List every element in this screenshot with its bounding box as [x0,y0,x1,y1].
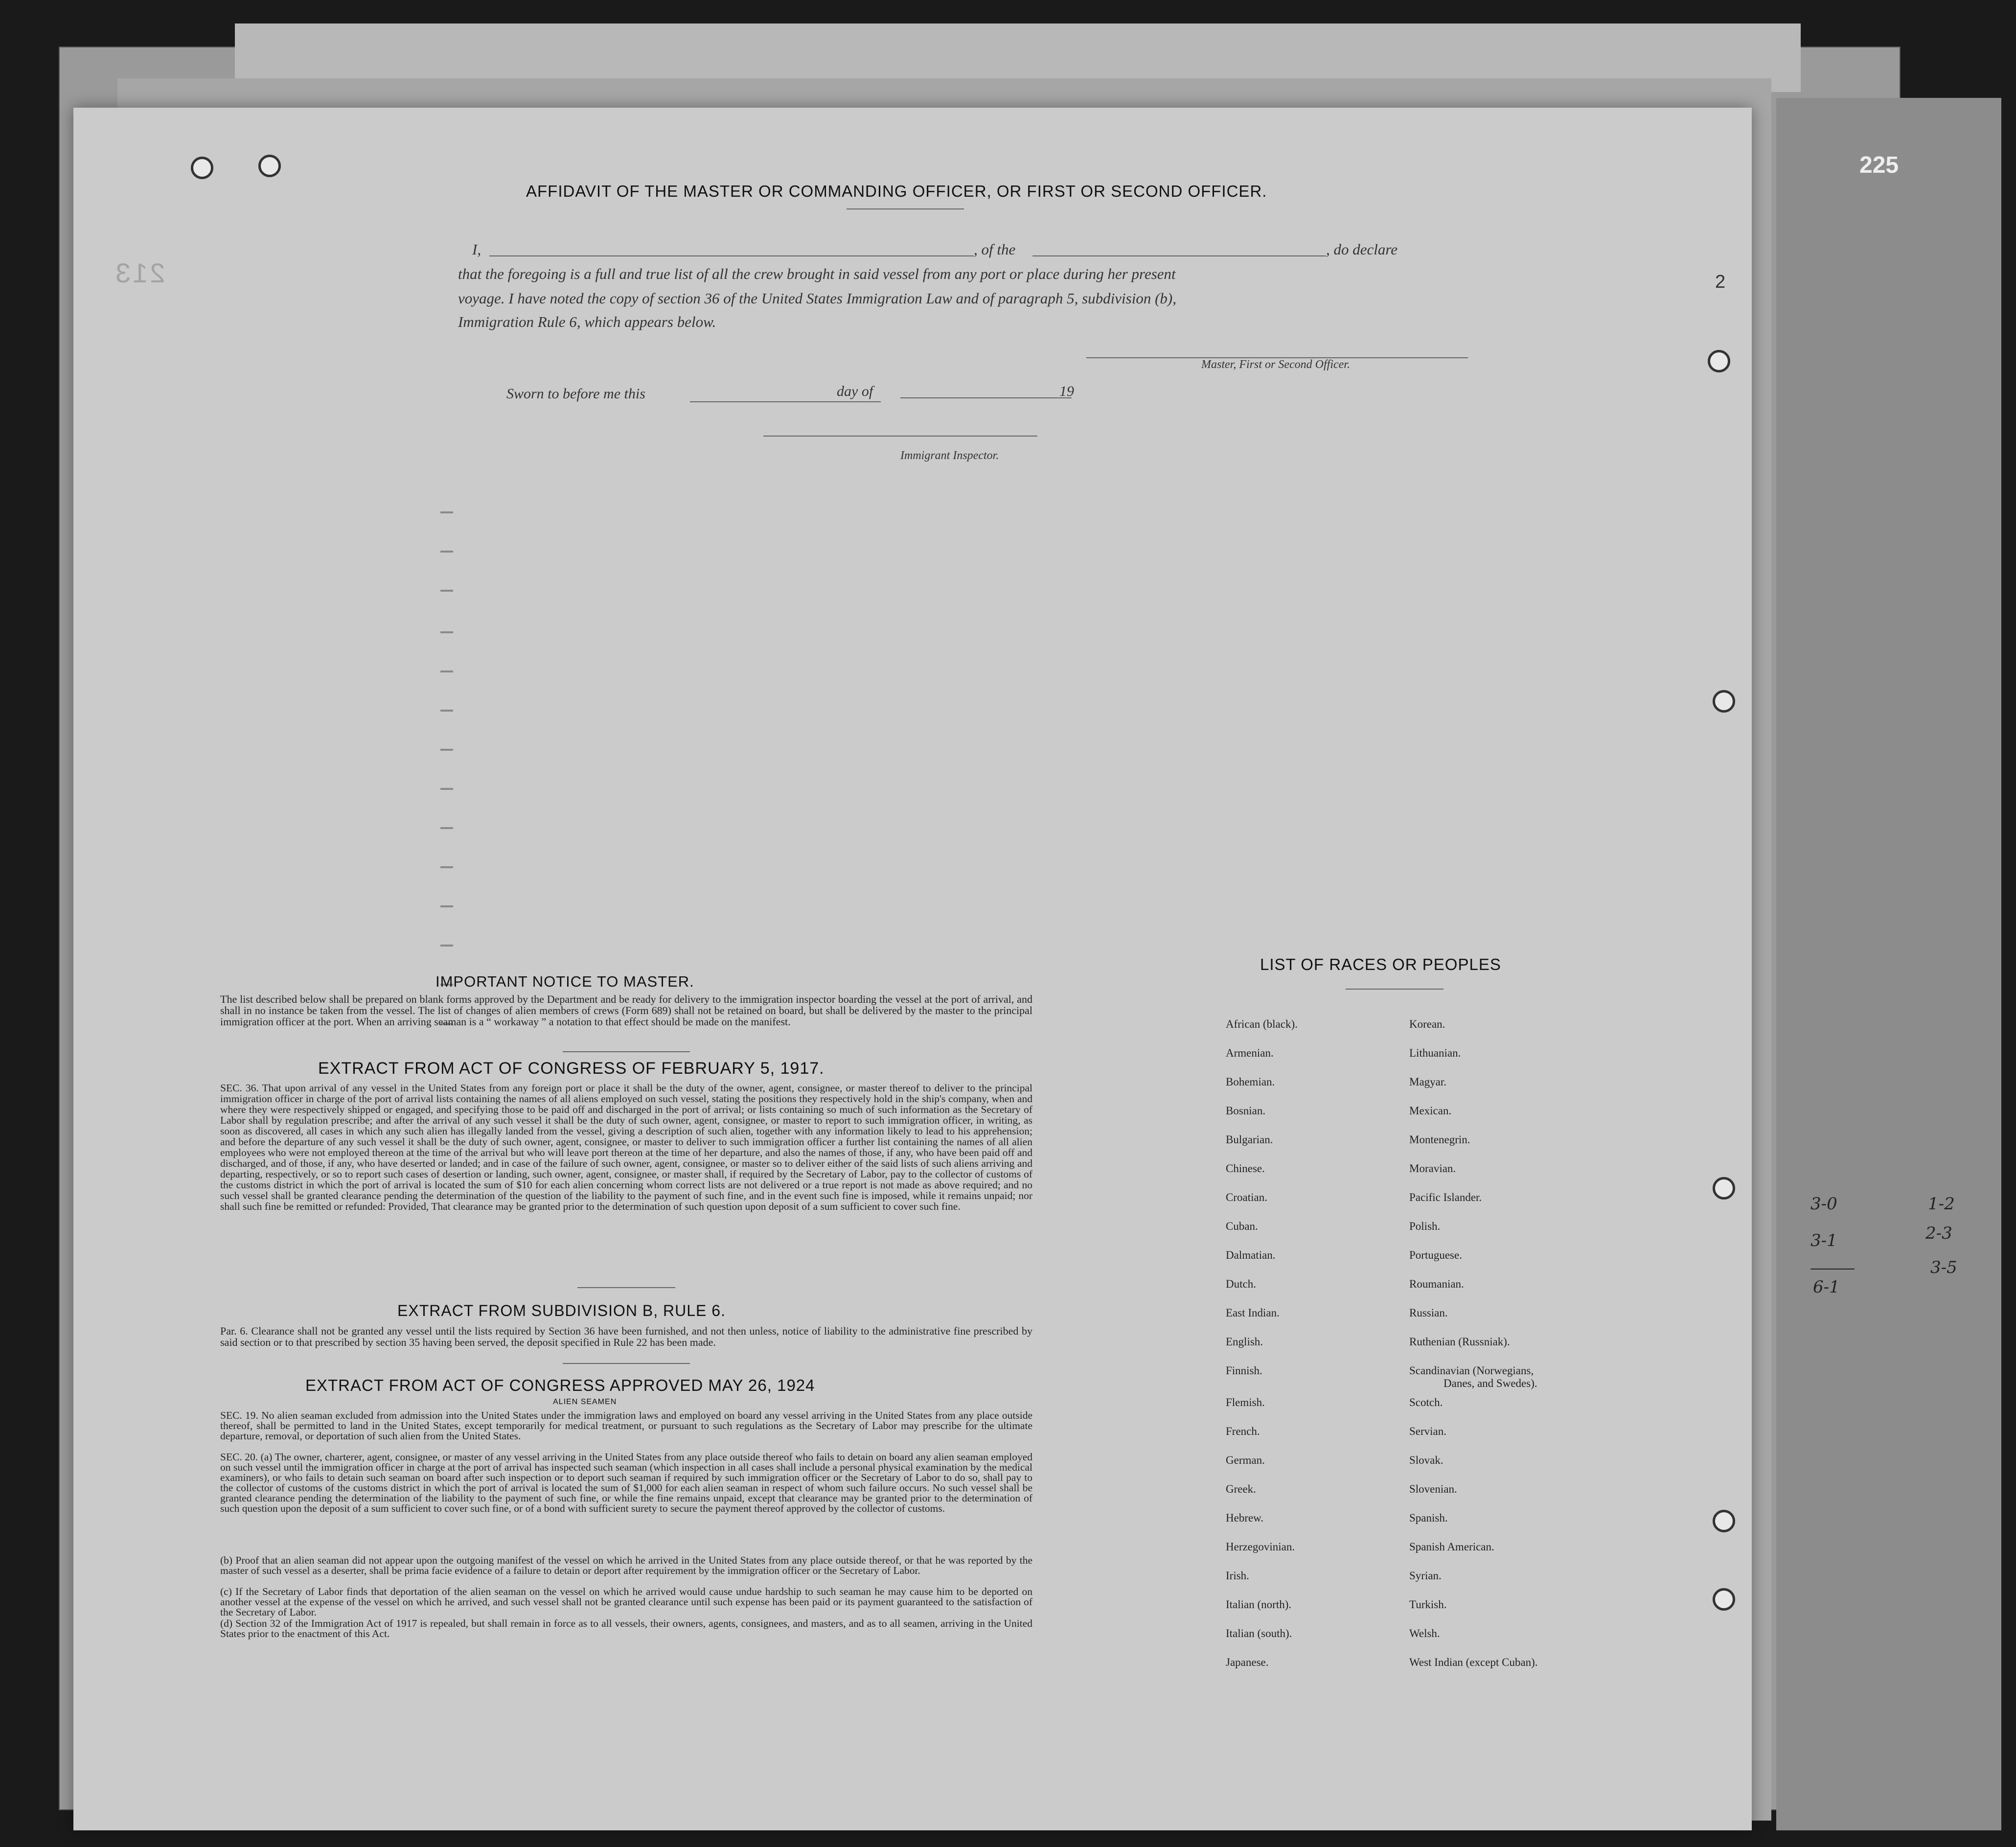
section-rule [563,1051,690,1052]
handwritten-tally: 3-0 [1810,1194,1837,1214]
sec-20a-paragraph: SEC. 20. (a) The owner, charterer, agent, consignee, or master of any vessel arriving in the United States from any place outside thereof who fails to detain on board any alien seaman employed on such vessel until the immigration officer in charge at the port of arrival has inspected such seaman (which inspection in all cases shall include a personal physical examination by the medical examiners), or who fails to detain such seaman on board after such inspection or to deport such seaman if required by such immigration officer or the Secretary of Labor to do so, shall pay to the collector of customs of the customs district in which the port of arrival is located the sum of $1,000 for each alien seaman in respect of whom such failure occurs. No such vessel shall be granted clearance pending the determination of the liability to the payment of such fine, or while the fine remains unpaid, except that clearance may be granted prior to the determination of such question upon the deposit of a sum sufficient to cover such fine, or of a bond with sufficient surety to secure the payment thereof approved by the collector of customs. [220,1451,1032,1514]
race-left: Chinese. [1226,1162,1265,1175]
race-right: Ruthenian (Russniak). [1409,1336,1510,1348]
reverse-bleed-number: 213 [114,257,165,288]
hole-punch [1708,350,1730,372]
notice-title: IMPORTANT NOTICE TO MASTER. [435,973,694,990]
hole-punch [258,155,281,177]
extract-rule6-title: EXTRACT FROM SUBDIVISION B, RULE 6. [397,1302,726,1319]
bleed-mark [440,710,453,712]
inspector-label: Immigrant Inspector. [900,449,999,462]
affidavit-title: AFFIDAVIT OF THE MASTER OR COMMANDING OFFICER, OR FIRST OR SECOND OFFICER. [526,182,1267,200]
race-left: Italian (south). [1226,1627,1292,1639]
race-left: East Indian. [1226,1307,1280,1319]
bleed-mark [440,551,453,553]
affidavit-line-4: Immigration Rule 6, which appears below. [458,313,716,330]
race-left: Finnish. [1226,1364,1262,1377]
bleed-mark [440,866,453,868]
affidavit-line-3: voyage. I have noted the copy of section 36 of the United States Immigration Law and of paragraph 5, subdivision (b), [458,290,1176,307]
race-left: Bosnian. [1226,1105,1266,1117]
inspector-signature-line [763,436,1037,437]
affidavit-line-2: that the foregoing is a full and true list of all the crew brought in said vessel from any port or place during her present [458,265,1176,282]
race-right: Pacific Islander. [1409,1191,1482,1203]
extract-1917-title: EXTRACT FROM ACT OF CONGRESS OF FEBRUARY 5, 1917. [318,1059,825,1078]
sec-20c-paragraph: (c) If the Secretary of Labor finds that deportation of the alien seaman on the vessel on which he arrived would cause undue hardship to such seaman he may cause him to be deported on another vessel at the expense of the vessel on which he arrived, and such vessel shall not be granted clearance until such expense has been paid or its payment guaranteed to the satisfaction of the Secretary of Labor. [220,1586,1032,1618]
races-title: LIST OF RACES OR PEOPLES [1260,955,1501,973]
section-rule [563,1363,690,1364]
race-right: Portuguese. [1409,1249,1462,1261]
race-left: Hebrew. [1226,1512,1264,1524]
master-label: Master, First or Second Officer. [1201,358,1350,371]
race-right: Russian. [1409,1307,1448,1319]
hole-punch [1713,690,1735,713]
handwritten-tally: 3-5 [1930,1258,1957,1277]
race-right: Scandinavian (Norwegians, [1409,1364,1534,1377]
race-left: Flemish. [1226,1396,1265,1408]
bleed-mark [440,511,453,513]
handwritten-tally: 3-1 [1810,1231,1837,1250]
race-left: English. [1226,1336,1263,1348]
race-right: Spanish. [1409,1512,1448,1524]
race-left: German. [1226,1454,1265,1466]
race-right: Slovenian. [1409,1483,1457,1495]
bleed-mark [440,788,453,790]
race-right: Montenegrin. [1409,1133,1470,1146]
hole-punch [1713,1588,1735,1611]
bleed-mark [440,945,453,947]
sec-19-paragraph: SEC. 19. No alien seaman excluded from admission into the United States under the immigration laws and employed on board any vessel arriving in the United States from any place outside thereof, shall be permitted to land in the United States, except temporarily for medical treatment, or pursuant to such regulations as the Secretary of Labor may prescribe for the ultimate departure, removal, or deportation of such alien from the United States. [220,1409,1032,1442]
race-right: Welsh. [1409,1627,1440,1639]
sec-20d-paragraph: (d) Section 32 of the Immigration Act of 1917 is repealed, but shall remain in force as to all vessels, their owners, agents, consignees, and masters, and as to all seamen, arriving in the United States prior to the enactment of this Act. [220,1617,1032,1639]
race-right: Spanish American. [1409,1541,1494,1553]
affidavit-page [73,108,1752,1830]
handwritten-tally: 2-3 [1925,1224,1952,1243]
sec-20b-paragraph: (b) Proof that an alien seaman did not appear upon the outgoing manifest of the vessel on which he arrived in the United States from any place outside thereof, or that he was reported by the master of such vessel as a deserter, shall be prima facie evidence of a failure to detain or deport after requirement by the immigration officer or the Secretary of Labor. [220,1554,1032,1576]
race-left: Herzegovinian. [1226,1541,1295,1553]
hole-punch [1713,1177,1735,1200]
tally-rule [1810,1269,1855,1270]
page-number: 225 [1859,152,1899,178]
bleed-mark [440,749,453,751]
race-right: Mexican. [1409,1105,1452,1117]
race-left: Bohemian. [1226,1076,1275,1088]
extract-1924-title: EXTRACT FROM ACT OF CONGRESS APPROVED MAY 26, 1924 [305,1376,815,1394]
year-label: 19 [1059,383,1074,399]
hole-punch [191,157,213,179]
race-right: Slovak. [1409,1454,1443,1466]
name-blank [489,255,974,256]
race-right: Moravian. [1409,1162,1456,1175]
race-left: Armenian. [1226,1047,1274,1059]
extract-1924-subtitle: ALIEN SEAMEN [553,1398,617,1406]
race-left: Greek. [1226,1483,1256,1495]
race-left: Croatian. [1226,1191,1267,1203]
bleed-mark [440,590,453,592]
race-left: Japanese. [1226,1656,1269,1668]
vessel-blank [1032,255,1326,256]
race-right: Lithuanian. [1409,1047,1461,1059]
race-left: Bulgarian. [1226,1133,1273,1146]
sworn-label: Sworn to before me this [506,386,645,402]
races-rule [1346,989,1443,990]
race-left: Dutch. [1226,1278,1256,1290]
race-right: Magyar. [1409,1076,1447,1088]
affidavit-i: I, [472,241,481,258]
race-right: Servian. [1409,1425,1447,1437]
side-mark: 2 [1715,272,1726,292]
race-right: Danes, and Swedes). [1443,1377,1537,1389]
extract-1917-text: SEC. 36. That upon arrival of any vessel in the United States from any foreign port or place it shall be the duty of the owner, agent, consignee, or master thereof to deliver to the principal immigration officer in charge of the port of arrival lists containing the names of all aliens employed on such vessel, stating the positions they respectively hold in the ship's company, when and where they were respectively shipped or engaged, and specifying those to be paid off and discharged in the port of arrival; or lists containing so much of such information as the Secretary of Labor shall by regulation prescribe; and after the arrival of any such vessel it shall be the duty of such owner, agent, consignee, or master to report to such immigration officer, in writing, as soon as discovered, all cases in which any such alien has illegally landed from the vessel, giving a description of such alien, together with any information likely to lead to his apprehension; and before the departure of any such vessel it shall be the duty of such owner, agent, consignee, or master to deliver to such immigration officer a further list containing the names of all alien employees who were not employed thereon at the time of the arrival but who will leave port thereon at the time of her departure, and also the names of those, if any, who have been paid off and discharged, and of those, if any, who have deserted or landed; and in case of the failure of such owner, agent, consignee, or master so to deliver either of the said lists of such aliens arriving and departing, respectively, or so to report such cases of desertion or landing, such owner, agent, consignee, or master shall, if required by the Secretary of Labor, pay to the collector of customs of the customs district in which the port of arrival is located the sum of $10 for each alien concerning whom correct lists are not delivered or a true report is not made as above required; and no such vessel shall be granted clearance pending the determination of the question of the liability to the payment of such fine, and in the event such fine is imposed, while it remains unpaid; nor shall such fine be remitted or refunded: Provided, That clearance may be granted prior to the determination of such question upon deposit of a sum sufficient to cover such fine. [220,1082,1032,1212]
underlying-page-strip [1776,98,2001,1830]
race-right: West Indian (except Cuban). [1409,1656,1538,1668]
day-of-label: day of [837,383,873,399]
race-left: Cuban. [1226,1220,1258,1232]
race-right: Roumanian. [1409,1278,1464,1290]
hole-punch [1713,1510,1735,1532]
race-right: Korean. [1409,1018,1445,1030]
section-rule [577,1287,675,1288]
race-left: Italian (north). [1226,1598,1292,1611]
race-left: Irish. [1226,1570,1249,1582]
bleed-mark [440,827,453,829]
notice-text: The list described below shall be prepared on blank forms approved by the Department and be ready for delivery to the immigration inspector boarding the vessel at the port of arrival, and shall in no instance be taken from the vessel. The list of changes of alien members of crews (Form 689) shall not be retained on board, but shall be delivered by the master to the principal immigration officer at the port. When an arriving seaman is a “ workaway ” a notation to that effect should be made on the manifest. [220,993,1032,1028]
handwritten-tally: 6-1 [1813,1277,1840,1297]
bleed-mark [440,670,453,672]
race-left: African (black). [1226,1018,1298,1030]
sworn-day-blank [690,401,881,402]
bleed-mark [440,631,453,633]
affidavit-declare: , do declare [1326,241,1398,258]
race-left: French. [1226,1425,1260,1437]
race-right: Polish. [1409,1220,1441,1232]
extract-rule6-text: Par. 6. Clearance shall not be granted any vessel until the lists required by Section 36 have been furnished, and not then unless, notice of liability to the administrative fine prescribed by said section or to that prescribed by section 35 having been served, the deposit specified in Rule 22 has been made. [220,1325,1032,1348]
handwritten-tally: 1-2 [1928,1194,1955,1214]
race-right: Turkish. [1409,1598,1447,1611]
race-right: Syrian. [1409,1570,1442,1582]
sworn-month-blank [900,397,1072,398]
race-right: Scotch. [1409,1396,1443,1408]
affidavit-of-the: , of the [974,241,1016,258]
race-left: Dalmatian. [1226,1249,1276,1261]
title-rule [847,208,964,209]
bleed-mark [440,905,453,907]
